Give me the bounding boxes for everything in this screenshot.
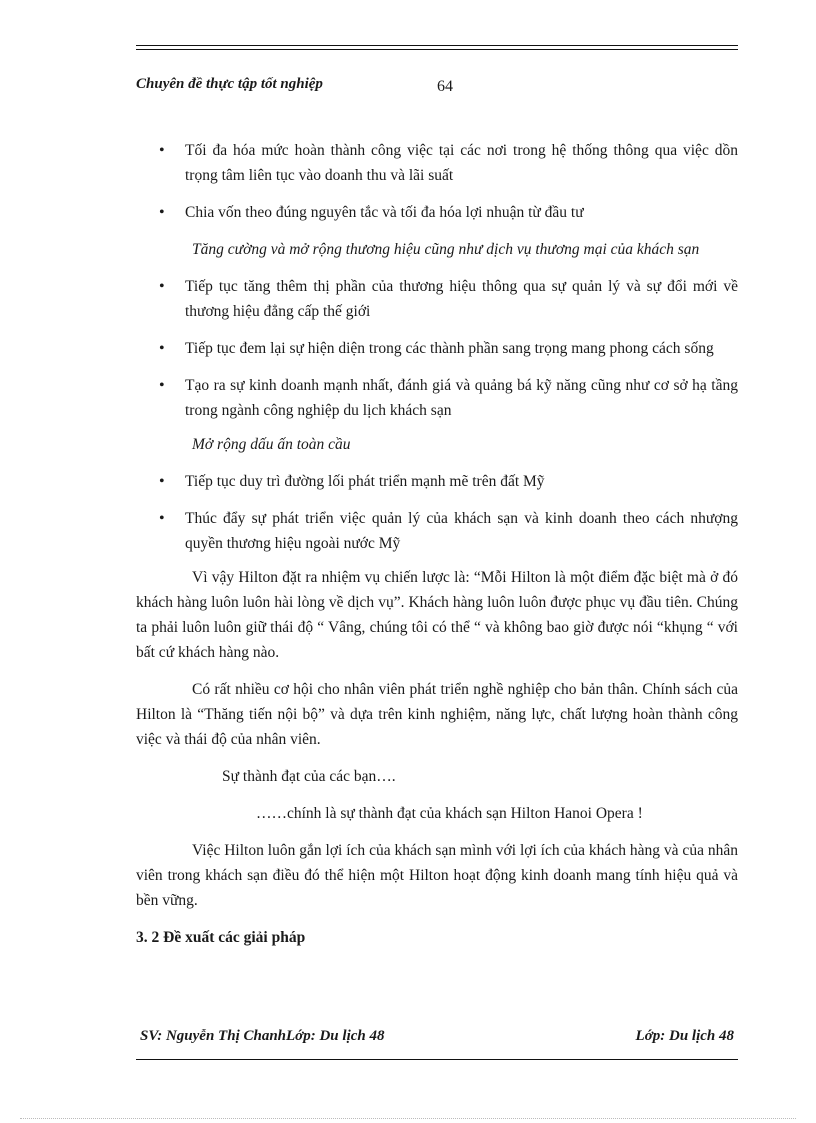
paragraph: Vì vậy Hilton đặt ra nhiệm vụ chiến lược là: “Mỗi Hilton là một điểm đặc biệt mà ở đó khách hàng luôn luôn hài lòng về dịch vụ”. Khách hàng luôn luôn được phục vụ đầu tiên. Chúng ta phải luôn luôn giữ thái độ “ Vâng, chúng tôi có thể “ và không bao giờ được nói “khụng “ với bất cứ khách hàng nào. bbox=[136, 569, 738, 661]
page-number: 64 bbox=[437, 78, 453, 95]
quote-line: Sự thành đạt của các bạn…. bbox=[222, 768, 396, 785]
header-rule-bottom bbox=[136, 49, 738, 50]
bullet-item: • Tiếp tục đem lại sự hiện diện trong các thành phần sang trọng mang phong cách sống bbox=[136, 336, 738, 361]
section-heading: 3. 2 Đề xuất các giải pháp bbox=[136, 929, 306, 946]
paragraph: Việc Hilton luôn gắn lợi ích của khách sạn mình với lợi ích của khách hàng và của nhân viên trong khách sạn điều đó thể hiện một Hilton hoạt động kinh doanh mang tính hiệu quả và bền vững. bbox=[136, 842, 738, 909]
bullet-item: • Chia vốn theo đúng nguyên tắc và tối đa hóa lợi nhuận từ đầu tư bbox=[136, 200, 738, 225]
page-edge-dots bbox=[20, 1118, 796, 1119]
bullet-item: • Tối đa hóa mức hoàn thành công việc tại các nơi trong hệ thống thông qua việc dồn trọng tâm liên tục vào doanh thu và lãi suất bbox=[136, 138, 738, 188]
bullet-item: • Tiếp tục duy trì đường lối phát triển mạnh mẽ trên đất Mỹ bbox=[136, 469, 738, 494]
paragraph: Có rất nhiều cơ hội cho nhân viên phát triển nghề nghiệp cho bản thân. Chính sách của Hilton là “Thăng tiến nội bộ” và dựa trên kinh nghiệm, năng lực, chất lượng hoàn thành công việc và thái độ của nhân viên. bbox=[136, 681, 738, 748]
bullet-item: • Tạo ra sự kinh doanh mạnh nhất, đánh giá và quảng bá kỹ năng cũng như cơ sở hạ tầng trong ngành công nghiệp du lịch khách sạn bbox=[136, 373, 738, 423]
bullet-item: • Tiếp tục tăng thêm thị phần của thương hiệu thông qua sự quản lý và sự đổi mới về thương hiệu đẳng cấp thế giới bbox=[136, 274, 738, 324]
quote-line: ……chính là sự thành đạt của khách sạn Hilton Hanoi Opera ! bbox=[256, 805, 643, 822]
footer bbox=[140, 1028, 736, 1045]
italic-heading: Tăng cường và mở rộng thương hiệu cũng như dịch vụ thương mại của khách sạn bbox=[192, 241, 700, 258]
header-rule-top bbox=[136, 45, 738, 46]
footer-left: SV: Nguyễn Thị ChanhLớp: Du lịch 48 bbox=[140, 1028, 385, 1044]
italic-heading: Mở rộng dấu ấn toàn cầu bbox=[192, 436, 351, 453]
bullet-item: • Thúc đẩy sự phát triển việc quản lý của khách sạn và kinh doanh theo cách nhượng quyền thương hiệu ngoài nước Mỹ bbox=[136, 506, 738, 556]
header-title: Chuyên đề thực tập tốt nghiệp bbox=[136, 76, 323, 92]
footer-rule bbox=[136, 1059, 738, 1060]
footer-right: Lớp: Du lịch 48 bbox=[635, 1028, 734, 1044]
page-body bbox=[136, 138, 738, 950]
